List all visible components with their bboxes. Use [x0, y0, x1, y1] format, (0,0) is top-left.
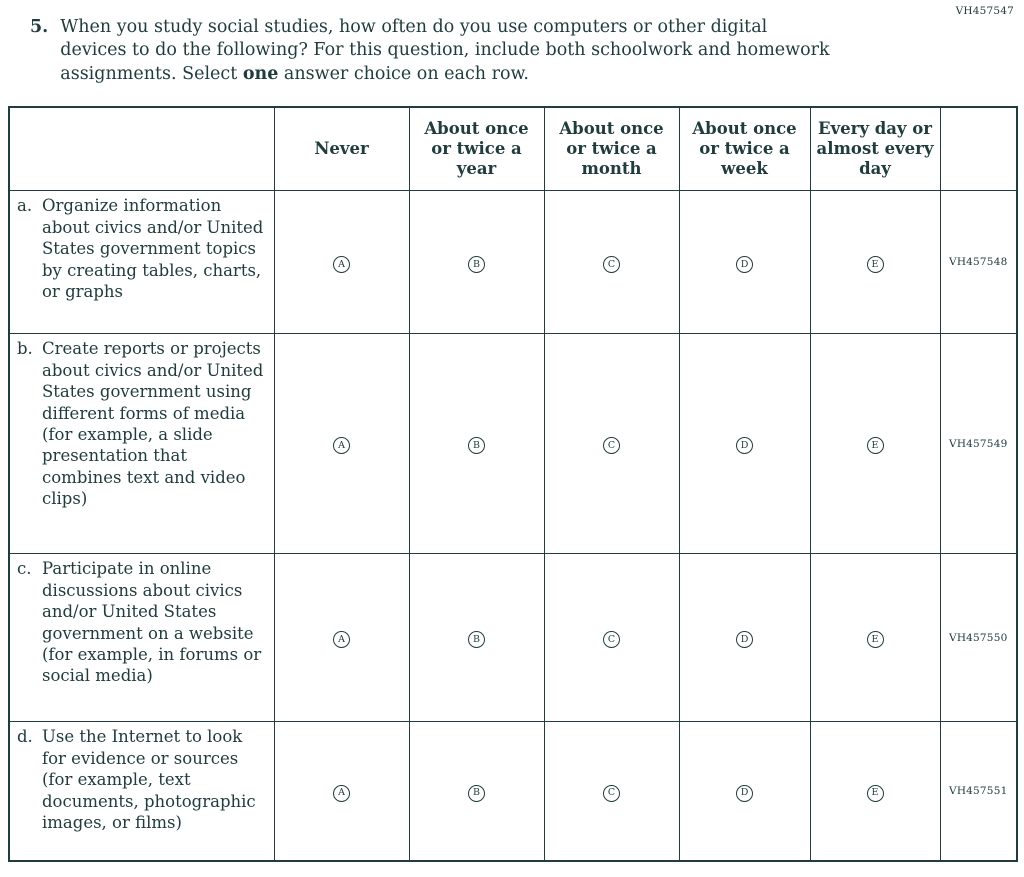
frequency-table — [8, 106, 1018, 862]
header-code-column — [940, 107, 1017, 191]
question-number: 5. — [30, 17, 49, 37]
row-c-year-cell — [409, 554, 544, 722]
row-d-month-cell — [544, 722, 679, 861]
row-d-week-bubble[interactable]: D — [736, 785, 753, 802]
question-text-bold: one — [242, 63, 279, 84]
table-row-d — [9, 722, 1017, 861]
row-d-daily-bubble[interactable]: E — [867, 785, 884, 802]
question-5 — [30, 16, 830, 86]
row-d-year-cell — [409, 722, 544, 861]
table-row-c — [9, 554, 1017, 722]
question-text — [60, 16, 830, 86]
row-c-week-cell — [679, 554, 810, 722]
row-c-never-cell — [274, 554, 409, 722]
row-a-year-bubble[interactable]: B — [468, 256, 485, 273]
row-a-label-cell — [9, 191, 274, 334]
question-text-start: When you study social studies, how often do you use computers or other digital devices to do the following? For this question, include both schoolwork and homework assignments. Select — [60, 17, 830, 84]
row-a-daily-cell — [810, 191, 940, 334]
row-c-daily-bubble[interactable]: E — [867, 631, 884, 648]
row-d-never-bubble[interactable]: A — [333, 785, 350, 802]
row-b-month-cell — [544, 334, 679, 554]
row-c-label-cell — [9, 554, 274, 722]
row-d-daily-cell — [810, 722, 940, 861]
row-d-month-bubble[interactable]: C — [603, 785, 620, 802]
question-text-end: answer choice on each row. — [278, 63, 529, 84]
row-c-daily-cell — [810, 554, 940, 722]
row-b-never-cell — [274, 334, 409, 554]
row-b-code: VH457549 — [940, 334, 1017, 554]
row-b-month-bubble[interactable]: C — [603, 437, 620, 454]
column-header-year: About once or twice a year — [409, 107, 544, 191]
form-code-top: VH457547 — [955, 5, 1014, 17]
row-b-daily-bubble[interactable]: E — [867, 437, 884, 454]
row-a-never-bubble[interactable]: A — [333, 256, 350, 273]
column-header-never: Never — [274, 107, 409, 191]
row-c-year-bubble[interactable]: B — [468, 631, 485, 648]
row-a-code: VH457548 — [940, 191, 1017, 334]
row-a-never-cell — [274, 191, 409, 334]
row-b-label: Create reports or projects about civics and/or United States government using different forms of media (for example, a slide presentation that combines text and video clips) — [42, 339, 264, 509]
row-a-daily-bubble[interactable]: E — [867, 256, 884, 273]
row-b-year-cell — [409, 334, 544, 554]
column-header-daily: Every day or almost every day — [810, 107, 940, 191]
row-d-week-cell — [679, 722, 810, 861]
row-d-label-cell — [9, 722, 274, 861]
row-a-letter: a. — [17, 196, 33, 216]
row-c-month-cell — [544, 554, 679, 722]
row-d-code: VH457551 — [940, 722, 1017, 861]
row-d-label: Use the Internet to look for evidence or sources (for example, text documents, photographic images, or films) — [42, 727, 256, 833]
column-header-month: About once or twice a month — [544, 107, 679, 191]
column-header-week: About once or twice a week — [679, 107, 810, 191]
row-d-never-cell — [274, 722, 409, 861]
row-d-year-bubble[interactable]: B — [468, 785, 485, 802]
header-row — [9, 107, 1017, 191]
row-b-never-bubble[interactable]: A — [333, 437, 350, 454]
row-c-never-bubble[interactable]: A — [333, 631, 350, 648]
row-b-letter: b. — [17, 339, 33, 359]
row-c-label: Participate in online discussions about civics and/or United States government on a website (for example, in forums or social media) — [42, 559, 262, 686]
row-c-letter: c. — [17, 559, 32, 579]
row-c-week-bubble[interactable]: D — [736, 631, 753, 648]
row-c-month-bubble[interactable]: C — [603, 631, 620, 648]
row-a-month-cell — [544, 191, 679, 334]
row-a-month-bubble[interactable]: C — [603, 256, 620, 273]
row-a-year-cell — [409, 191, 544, 334]
header-stub — [9, 107, 274, 191]
row-b-week-bubble[interactable]: D — [736, 437, 753, 454]
row-b-label-cell — [9, 334, 274, 554]
row-b-week-cell — [679, 334, 810, 554]
table-row-b — [9, 334, 1017, 554]
row-a-label: Organize information about civics and/or United States government topics by creating tables, charts, or graphs — [42, 196, 264, 302]
row-c-code: VH457550 — [940, 554, 1017, 722]
row-b-year-bubble[interactable]: B — [468, 437, 485, 454]
row-a-week-cell — [679, 191, 810, 334]
row-a-week-bubble[interactable]: D — [736, 256, 753, 273]
table-row-a — [9, 191, 1017, 334]
row-b-daily-cell — [810, 334, 940, 554]
row-d-letter: d. — [17, 727, 33, 747]
